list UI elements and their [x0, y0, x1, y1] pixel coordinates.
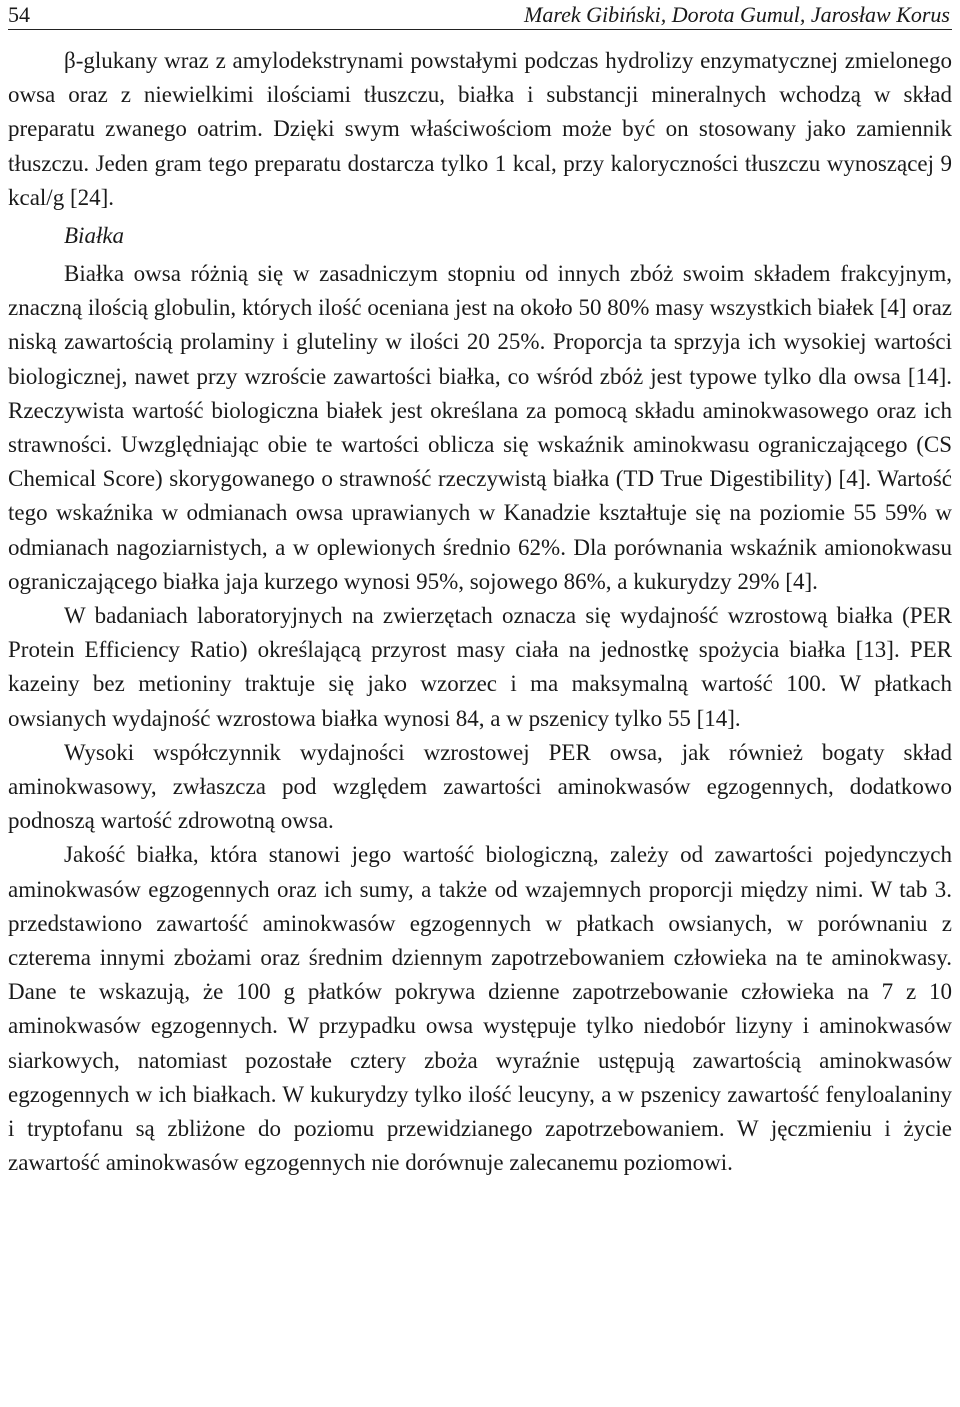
running-header	[8, 0, 952, 30]
paragraph-protein-fractions: Białka owsa różnią się w zasadniczym stopniu od innych zbóż swoim składem frakcyjnym, znaczną ilością globulin, których ilość oceniana jest na około 50 80% masy wszystkich białek [4] oraz niską zawartością prolaminy i gluteliny w ilości 20 25%. Proporcja ta sprzyja ich wysokiej wartości biologicznej, nawet przy wzroście zawartości białka, co wśród zbóż jest typowe tylko dla owsa [14]. Rzeczywista wartość biologiczna białek jest określana za pomocą składu aminokwasowego oraz ich strawności. Uwzględniając obie te wartości oblicza się wskaźnik aminokwasu ograniczającego (CS Chemical Score) skorygowanego o strawność rzeczywistą białka (TD True Digestibility) [4]. Wartość tego wskaźnika w odmianach owsa uprawianych w Kanadzie kształtuje się na poziomie 55 59% w odmianach nagoziarnistych, a w oplewionych średnio 62%. Dla porównania wskaźnik amionokwasu ograniczającego białka jaja kurzego wynosi 95%, sojowego 86%, a kukurydzy 29% [4].	[8, 261, 952, 594]
paragraph-amino-acids: Jakość białka, która stanowi jego wartość biologiczną, zależy od zawartości pojedynczych aminokwasów egzogennych oraz ich sumy, a także od wzajemnych proporcji między nimi. W tab 3. przedstawiono zawartość aminokwasów egzogennych w płatkach owsianych, w porównaniu z czterema innymi zbożami oraz średnim dziennym zapotrzebowaniem człowieka na te aminokwasy. Dane te wskazują, że 100 g płatków pokrywa dzienne zapotrzebowanie człowieka na 7 z 10 aminokwasów egzogennych. W przypadku owsa występuje tylko niedobór lizyny i aminokwasów siarkowych, natomiast pozostałe cztery zboża wyraźnie ustępują zawartością aminokwasów egzogennych w ich białkach. W kukurydzy tylko ilość leucyny, a w pszenicy zawartość fenyloalaniny i tryptofanu są zbliżone do poziomu przewidzianego zapotrzebowaniem. W jęczmieniu i życie zawartość aminokwasów egzogennych nie dorównuje zalecanemu poziomowi.	[8, 842, 952, 1176]
section-title: Białka	[64, 223, 125, 249]
paragraph-oatrim: β-glukany wraz z amylodekstrynami powstałymi podczas hydrolizy enzymatycznej zmielonego owsa oraz z niewielkimi ilościami tłuszczu, białka i substancji mineralnych wchodzą w skład preparatu zwanego oatrim. Dzięki swym właściwościom może być on stosowany jako zamiennik tłuszczu. Jeden gram tego preparatu dostarcza tylko 1 kcal, przy kaloryczności tłuszczu wynoszącej 9 kcal/g [24].	[8, 48, 952, 210]
page-number: 54	[8, 2, 30, 27]
paragraph-per-summary: Wysoki współczynnik wydajności wzrostowej PER owsa, jak również bogaty skład aminokwasowy, zwłaszcza pod względem zawartości aminokwasów egzogennych, dodatkowo podnoszą wartość zdrowotną owsa.	[8, 739, 952, 834]
article-body	[8, 44, 952, 1181]
running-header-authors: Marek Gibiński, Dorota Gumul, Jarosław Korus	[524, 2, 950, 27]
paragraph-per: W badaniach laboratoryjnych na zwierzętach oznacza się wydajność wzrostową białka (PER Protein Efficiency Ratio) określającą przyrost masy ciała na jednostkę spożycia białka [13]. PER kazeiny bez metioniny traktuje się jako wzorzec i ma maksymalną wartość 100. W płatkach owsianych wydajność wzrostowa białka wynosi 84, a w pszenicy tylko 55 [14].	[8, 603, 952, 731]
